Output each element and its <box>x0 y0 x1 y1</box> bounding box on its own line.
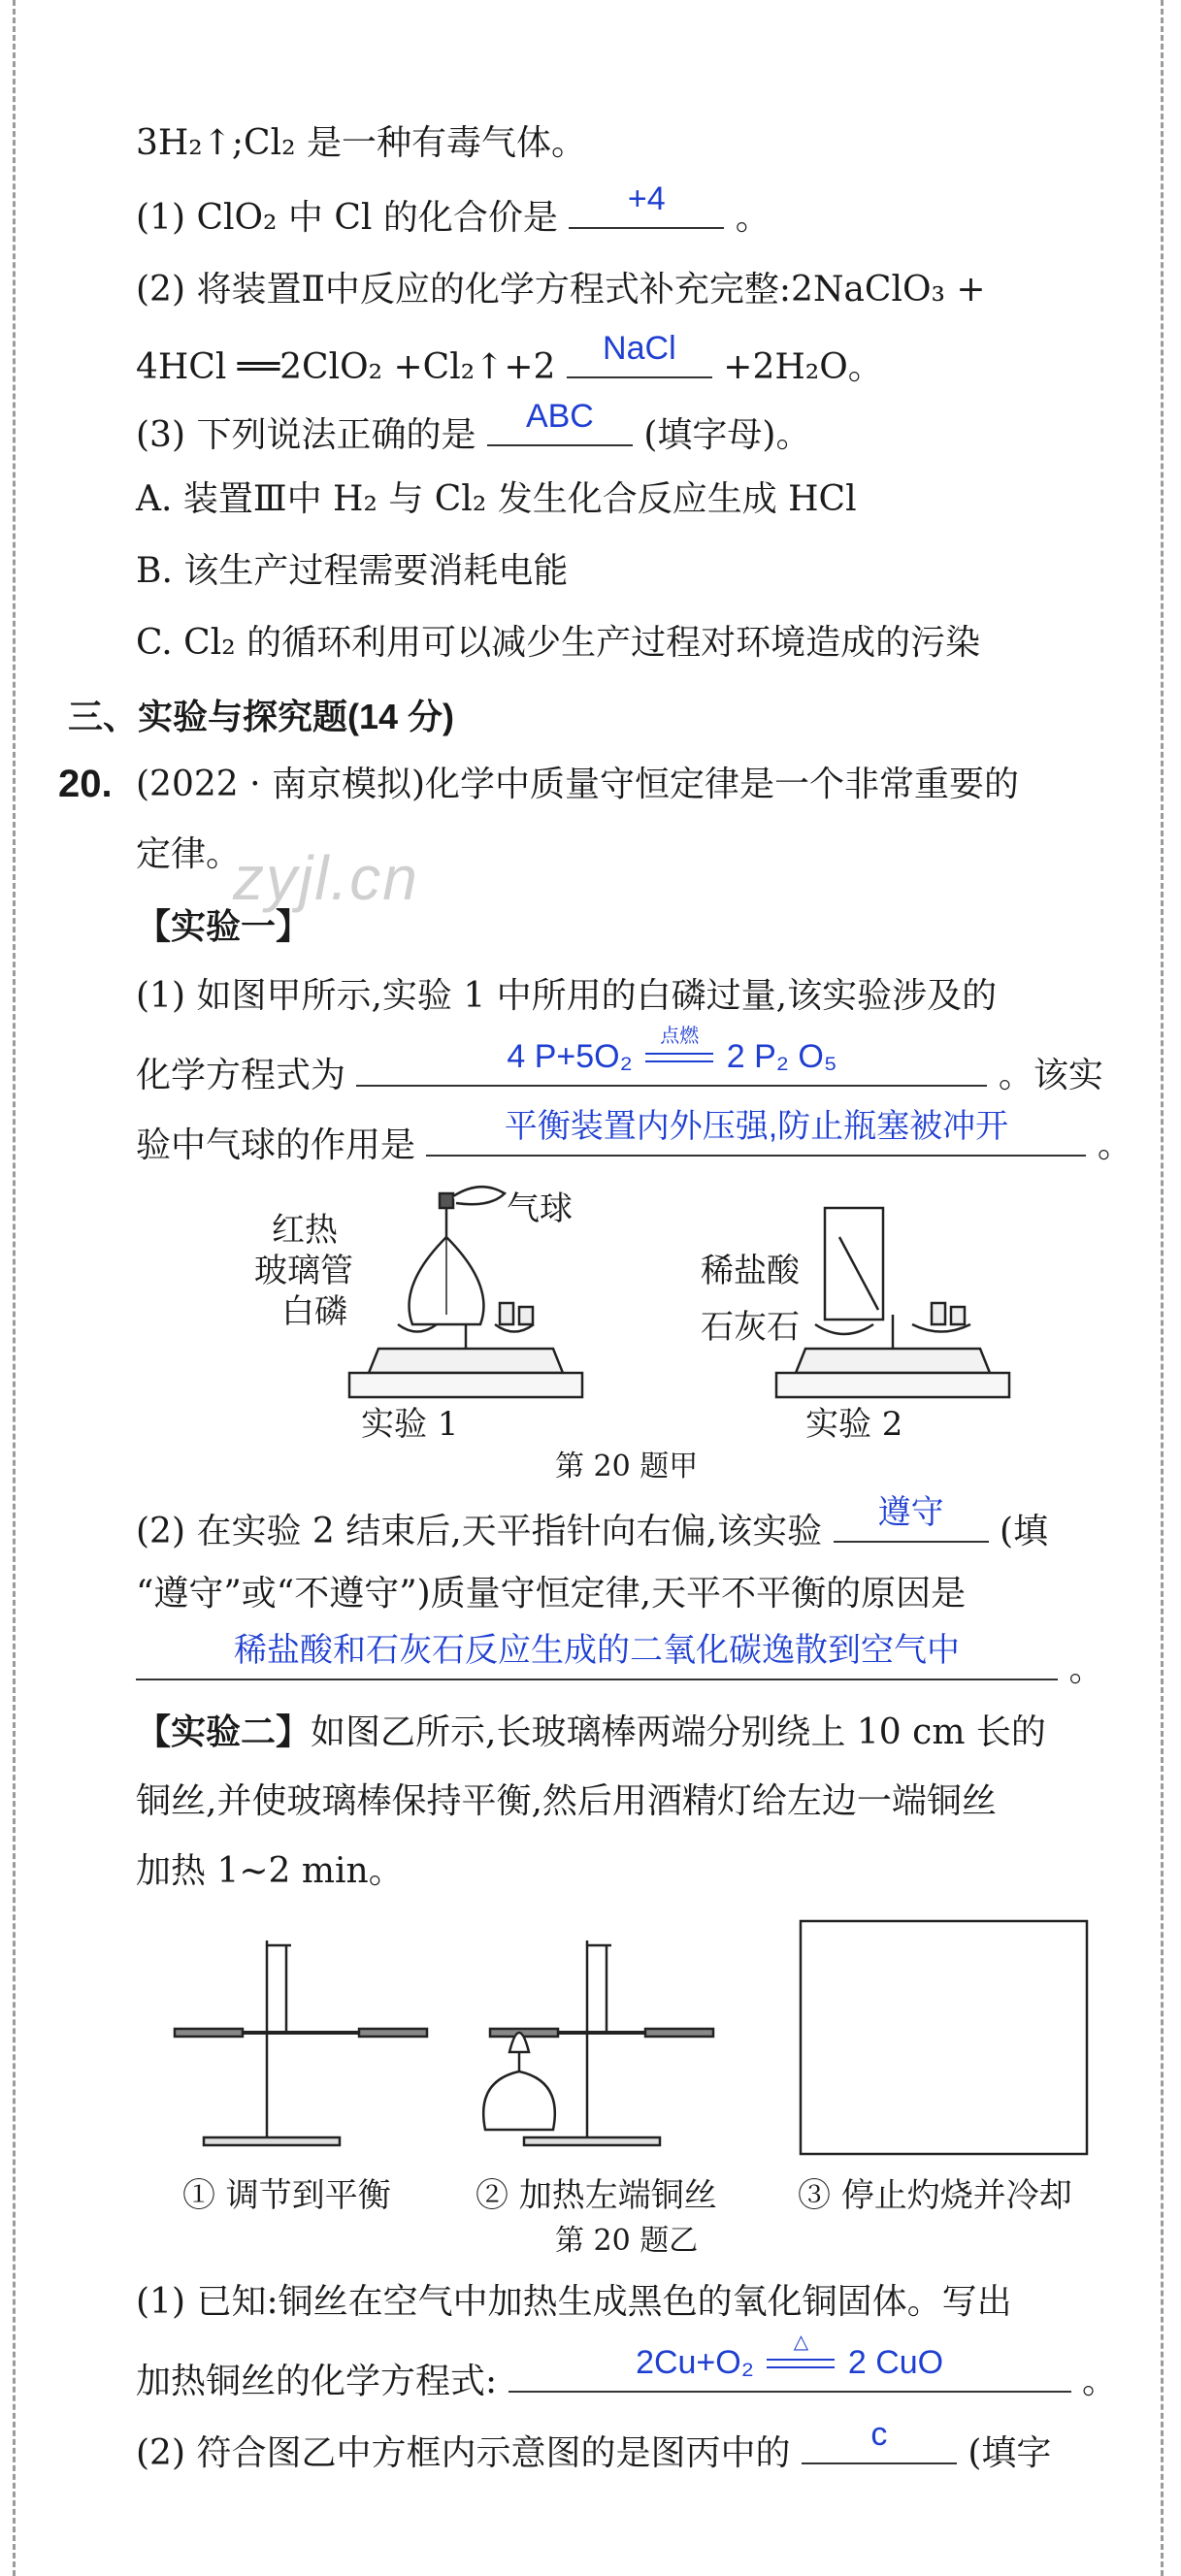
question-2-cont: 4HCl ══2ClO₂ +Cl₂↑+2 NaCl +2H₂O。 <box>136 330 883 387</box>
question-number: 20. <box>58 763 113 805</box>
q20-line-a: (2022 · 南京模拟)化学中质量守恒定律是一个非常重要的 <box>136 765 1020 804</box>
experiment-1-label: 【实验一】 <box>136 906 312 946</box>
figure-jia-caption: 第 20 题甲 <box>555 1450 699 1484</box>
e1-line-3: 验中气球的作用是 平衡装置内外压强,防止瓶塞被冲开 。 <box>136 1108 1132 1165</box>
label-hydrochloric-acid: 稀盐酸 <box>701 1252 800 1290</box>
e1-line-1: (1) 如图甲所示,实验 1 中所用的白磷过量,该实验涉及的 <box>136 976 998 1016</box>
e1-q2-line-b: “遵守”或“不遵守”)质量守恒定律,天平不平衡的原因是 <box>136 1574 967 1614</box>
e2-line-1: (1) 已知:铜丝在空气中加热生成黑色的氧化铜固体。写出 <box>136 2282 1012 2322</box>
label-hot: 红热 <box>272 1211 338 1250</box>
figure-yi-apparatus <box>165 1916 1097 2159</box>
left-margin-line <box>13 0 16 2576</box>
q20-line-b: 定律。 <box>136 834 242 874</box>
exp2-line-a: 【实验二】如图乙所示,长玻璃棒两端分别绕上 10 cm 长的 <box>136 1712 1046 1752</box>
label-glass-tube: 玻璃管 <box>254 1252 353 1290</box>
label-exp1: 实验 1 <box>361 1405 459 1444</box>
section-heading: 三、实验与探究题(14 分) <box>68 697 455 736</box>
exp2-line-c: 加热 1~2 min。 <box>136 1851 404 1891</box>
label-white-phosphorus: 白磷 <box>281 1292 347 1331</box>
figure-jia-apparatus <box>311 1179 1048 1421</box>
answer-blank-figure[interactable]: c <box>802 2424 957 2464</box>
right-margin-line <box>1161 0 1164 2576</box>
e1-q2-line: (2) 在实验 2 结束后,天平指针向右偏,该实验 遵守 (填 <box>136 1494 1049 1551</box>
e2-line-3: (2) 符合图乙中方框内示意图的是图丙中的 c (填字 <box>136 2416 1052 2473</box>
option-c: C. Cl₂ 的循环利用可以减少生产过程对环境造成的污染 <box>136 623 981 663</box>
step-2-label: ② 加热左端铜丝 <box>476 2176 717 2215</box>
step-1-label: ① 调节到平衡 <box>182 2176 391 2215</box>
answer-blank-1[interactable]: +4 <box>569 188 724 229</box>
label-exp2: 实验 2 <box>805 1405 903 1444</box>
option-a: A. 装置Ⅲ中 H₂ 与 Cl₂ 发生化合反应生成 HCl <box>136 479 857 519</box>
text-line: 3H₂↑;Cl₂ 是一种有毒气体。 <box>136 123 586 163</box>
e1-q2-line-c: 稀盐酸和石灰石反应生成的二氧化碳逸散到空气中 。 <box>136 1640 1103 1692</box>
answer-blank-2[interactable]: NaCl <box>567 338 712 378</box>
question-3: (3) 下列说法正确的是 ABC (填字母)。 <box>136 398 811 455</box>
exp2-line-b: 铜丝,并使玻璃棒保持平衡,然后用酒精灯给左边一端铜丝 <box>136 1781 997 1821</box>
equation-blank-1[interactable]: 4 P+5O₂ 点燃 2 P₂ O₅ <box>356 1046 987 1087</box>
reaction-condition-heat: △ <box>763 2339 838 2384</box>
answer-blank-balloon[interactable]: 平衡装置内外压强,防止瓶塞被冲开 <box>426 1116 1086 1157</box>
figure-yi-caption: 第 20 题乙 <box>555 2224 699 2258</box>
label-limestone: 石灰石 <box>701 1308 800 1347</box>
equation-blank-2[interactable]: 2Cu+O₂ △ 2 CuO <box>508 2352 1071 2393</box>
e2-line-2: 加热铜丝的化学方程式: 2Cu+O₂ △ 2 CuO 。 <box>136 2331 1118 2401</box>
answer-blank-obey[interactable]: 遵守 <box>834 1502 989 1543</box>
question-1: (1) ClO₂ 中 Cl 的化合价是 +4 。 <box>136 180 771 238</box>
answer-blank-3[interactable]: ABC <box>487 406 633 446</box>
option-b: B. 该生产过程需要消耗电能 <box>136 551 569 591</box>
step-3-label: ③ 停止灼烧并冷却 <box>798 2176 1072 2215</box>
e1-line-2: 化学方程式为 4 P+5O₂ 点燃 2 P₂ O₅ 。该实 <box>136 1026 1103 1095</box>
watermark: zyjl.cn <box>233 843 419 913</box>
reaction-condition: 点燃 <box>641 1033 717 1078</box>
answer-blank-reason[interactable]: 稀盐酸和石灰石反应生成的二氧化碳逸散到空气中 <box>136 1640 1058 1680</box>
question-2: (2) 将装置Ⅱ中反应的化学方程式补充完整:2NaClO₃ + <box>136 270 986 310</box>
label-balloon: 气球 <box>507 1190 573 1228</box>
